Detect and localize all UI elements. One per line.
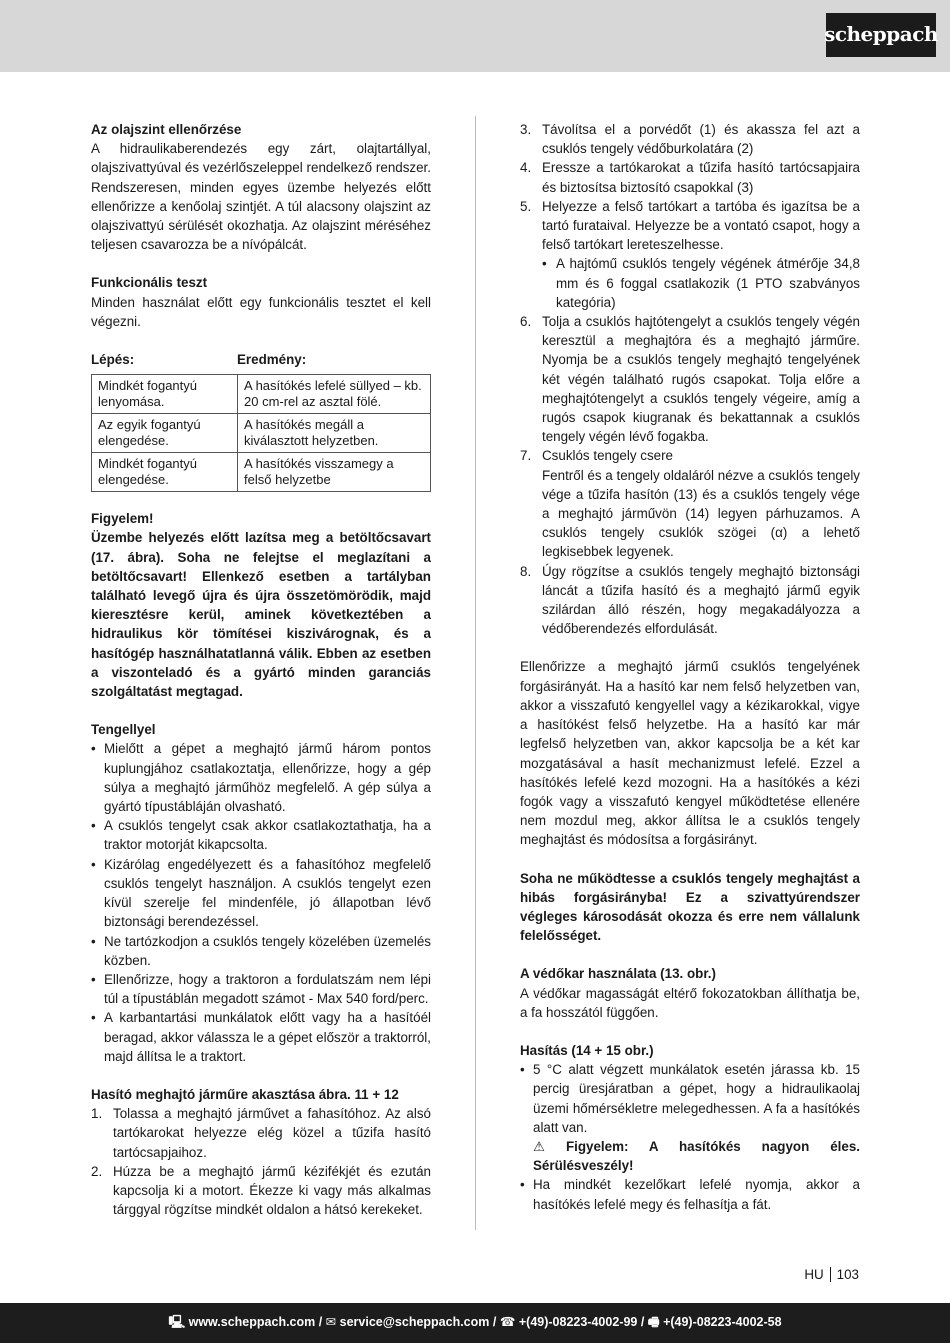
warning-triangle-icon: ⚠: [533, 1138, 546, 1154]
attention-text: Üzembe helyezés előtt lazítsa meg a betöltőcsavart (17. ábra). Soha ne felejtse el meglazítani a betöltőcsavart! Ellenkező esetben a tartályban található levegő újra és újra összetömörödik, majd kieresztésre kerül, aminek következtében a hidraulikus kör tömítései kiszivárognak, és a hasítógép használhatatlanná válik. Ebben az esetben a viszonteladó és a gyártó minden garanciás szolgáltatást megtagad.: [91, 530, 431, 700]
step-number: 1.: [91, 1106, 103, 1122]
computer-icon: 🖳: [168, 1315, 189, 1330]
table-row: [92, 375, 431, 414]
left-column: [91, 120, 431, 1219]
list-item: • A csuklós tengelyt csak akkor csatlakoztathatja, ha a traktor motorját kikapcsolta.: [91, 816, 431, 854]
list-item: [91, 1162, 431, 1220]
column-divider: [475, 116, 476, 1230]
list-item: [520, 158, 860, 196]
mail-icon: ✉: [325, 1315, 340, 1330]
scheppach-logo: [826, 13, 936, 57]
footer-bar: [0, 1303, 950, 1343]
list-item: [520, 1060, 860, 1175]
step-text: Tolja a csuklós hajtótengelyt a csuklós tengely végén keresztül a meghajtóra és a meghajtó járműre. Nyomja be a csuklós tengely meghajtó tengelyének két végén található rugós csapokat. Tolja előre a meghajtótengelyt a csuklós tengely végeire, amíg a rugós csapok kiugranak és bekattannak a csuklós tengely végén lévő fogakba.: [542, 314, 860, 445]
list-item: [520, 446, 860, 561]
footer-separator: /: [315, 1315, 326, 1330]
guard-text: A védőkar magasságát eltérő fokozatokban állíthatja be, a fa hosszától függően.: [520, 985, 860, 1020]
fax-icon: 🖷: [647, 1315, 664, 1330]
step-text-detail: Fentről és a tengely oldaláról nézve a csuklós tengely vége a tűzifa hasítón (13) és a csuklós tengely vége a meghajtó járművön (14) legyen párhuzamos. A csuklós tengely csuklók szögei (α) a lehető legkisebbek legyenek.: [542, 467, 860, 560]
list-item: • A karbantartási munkálatok előtt vagy ha a hasítóél beragad, akkor válassza le a gépet először a traktorról, majd állítsa le a traktort.: [91, 1008, 431, 1066]
result-cell: A hasítókés visszamegy a felső helyzetbe: [238, 453, 431, 492]
list-item: • Mielőtt a gépet a meghajtó jármű három pontos kuplungjához csatlakoztatja, ellenőrizze, hogy a gép súlya a meghajtó járműhöz megfelelő. A gép súlya a gyártó típustábláján olvasható.: [91, 739, 431, 816]
shaft-list: [91, 739, 431, 1065]
step-number: 8.: [520, 563, 532, 579]
step-text: Tolassa a meghajtó járművet a fahasítóhoz. Az alsó tartókarokat helyezze elég közel a tűzifa hasító tartócsapjaihoz.: [113, 1106, 431, 1160]
footer-fax: +(49)-08223-4002-58: [663, 1315, 782, 1330]
right-column: [520, 120, 860, 1214]
split-warning: [533, 1137, 860, 1175]
func-text: Minden használat előtt egy funkcionális tesztet el kell végezni.: [91, 294, 431, 329]
oil-text: A hidraulikaberendezés egy zárt, olajtartállyal, olajszivattyúval és vezérlőszeleppel rendelkező rendszer. Rendszeresen, minden egyes üzembe helyezés előtt ellenőrizze a kenőolaj szintjét. A túl alacsony olajszint az olajszivattyú sérülését okozhatja. Az olajszint méréséhez teljesen csavarozza be a nívópálcát.: [91, 141, 431, 253]
table-row: [92, 453, 431, 492]
list-item: [520, 562, 860, 639]
split-bullet-1: 5 °C alatt végzett munkálatok esetén járassa kb. 15 percig üresjáratban a gépet, hogy a hidraulikaolaj üzemi hőmérsékletre melegedhessen. A fa a hasítókés alatt van.: [533, 1062, 860, 1135]
footer-email[interactable]: service@scheppach.com: [339, 1315, 490, 1330]
list-item: [520, 120, 860, 158]
step-cell: Mindkét fogantyú lenyomása.: [92, 375, 238, 414]
step-text: Úgy rögzítse a csuklós tengely meghajtó biztonsági láncát a tűzifa hasító és a meghajtó jármű egyik szilárdan álló részén, hogy megakadályozza a védőberendezés elfordulását.: [542, 563, 860, 637]
table-row: [92, 414, 431, 453]
list-item: • Ellenőrizze, hogy a traktoron a fordulatszám nem lépi túl a típustáblán megadott számot - Max 540 ford/perc.: [91, 970, 431, 1008]
list-item: [520, 312, 860, 446]
list-item: • A hajtómű csuklós tengely végének átmérője 34,8 mm és 6 foggal csatlakozik (1 PTO szabványos kategória): [542, 254, 860, 312]
footer-separator: /: [489, 1315, 500, 1330]
step-number: 7.: [520, 448, 532, 464]
func-heading: Funkcionális teszt: [91, 275, 208, 291]
footer-separator: /: [637, 1315, 648, 1330]
logo-text: scheppach: [824, 22, 938, 47]
step-text: Helyezze a felső tartókart a tartóba és igazítsa be a tartó furataival. Helyezze be a vontató csapot, hogy a felső tartókart lereteszelhesse.: [542, 198, 860, 253]
shaft-heading: Tengellyel: [91, 722, 156, 738]
step-number: 4.: [520, 160, 532, 176]
page-lang: HU: [804, 1267, 824, 1282]
step-number: 5.: [520, 198, 532, 214]
list-item: • Kizárólag engedélyezett és a fahasítóhoz megfelelő csuklós tengelyt használjon. A csuklós tengelyt ezen kívül szerelje fel mindenféle, jó állapotban lévő biztonsági berendezéssel.: [91, 855, 431, 932]
hitch-heading: Hasító meghajtó járműre akasztása ábra. 11 + 12: [91, 1086, 399, 1102]
footer-web[interactable]: www.scheppach.com: [188, 1315, 316, 1330]
step-number: 6.: [520, 314, 532, 330]
page-separator: [830, 1267, 831, 1282]
steps-table: [91, 374, 431, 492]
rotation-text: Ellenőrizze a meghajtó jármű csuklós tengelyének forgásirányát. Ha a hasító kar nem felső helyzetben van, akkor a visszafutó kengyellel vagy a kézikarokkal, vigye a hasítókést felső helyzetbe. Ha a hasító kar már legfelső helyzetben van, akkor kapcsolja be a két kar mozgatásával a hasít mechanizmust lefelé. Ezzel a hasítókés lefelé kezd mozogni. Ha a hasítókés a kézi fogók vagy a visszafutó kengyel működtetése ellenére nem mozdul meg, akkor állítsa le a csuklós tengely meghajtást és módosítsa a forgásirányt.: [520, 659, 860, 848]
steps-col-step: Lépés:: [91, 352, 135, 368]
split-heading: Hasítás (14 + 15 obr.): [520, 1042, 654, 1058]
split-list: [520, 1060, 860, 1214]
step-cell: Az egyik fogantyú elengedése.: [92, 414, 238, 453]
page-number: [804, 1265, 859, 1284]
step-number: 2.: [91, 1163, 103, 1179]
header-bar: [0, 0, 950, 72]
footer-phone: +(49)-08223-4002-99: [518, 1315, 638, 1330]
list-item: • Ha mindkét kezelőkart lefelé nyomja, akkor a hasítókés lefelé megy és felhasítja a fát.: [520, 1175, 860, 1213]
step-text: Csuklós tengely csere: [542, 448, 673, 464]
list-item: [520, 197, 860, 312]
page-num: 103: [836, 1267, 859, 1282]
split-warning-text: Figyelem: A hasítókés nagyon éles. Sérülésveszély!: [533, 1138, 860, 1174]
oil-heading: Az olajszint ellenőrzése: [91, 122, 242, 137]
steps-header: [91, 350, 431, 369]
step-text: Húzza be a meghajtó jármű kézifékjét és ezután kapcsolja ki a motort. Ékezze ki vagy más alkalmas tárggyal rögzítse mindkét oldalon a hátsó kerekeket.: [113, 1163, 431, 1218]
never-warning: Soha ne működtesse a csuklós tengely meghajtást a hibás forgásirányba! Ez a szivattyúrendszer végleges károsodását okozza és erre nem vállalunk felelősséget.: [520, 870, 860, 944]
result-cell: A hasítókés megáll a kiválasztott helyzetben.: [238, 414, 431, 453]
phone-icon: ☎: [499, 1315, 519, 1330]
step-number: 3.: [520, 122, 532, 137]
steps-col-result: Eredmény:: [237, 352, 307, 368]
step-text: Távolítsa el a porvédőt (1) és akassza fel azt a csuklós tengely védőburkolatára (2): [542, 122, 860, 157]
step-text: Eressze a tartókarokat a tűzifa hasító tartócsapjaira és biztosítsa biztosító csapokkal (3): [542, 160, 860, 195]
result-cell: A hasítókés lefelé süllyed – kb. 20 cm-rel az asztal fölé.: [238, 375, 431, 414]
attention-heading: Figyelem!: [91, 511, 154, 527]
guard-heading: A védőkar használata (13. obr.): [520, 966, 716, 982]
step-cell: Mindkét fogantyú elengedése.: [92, 453, 238, 492]
sub-list: [542, 254, 860, 312]
hitch-steps-continued: [520, 120, 860, 638]
hitch-steps: [91, 1104, 431, 1219]
list-item: • Ne tartózkodjon a csuklós tengely közelében üzemelés közben.: [91, 932, 431, 970]
list-item: [91, 1104, 431, 1162]
